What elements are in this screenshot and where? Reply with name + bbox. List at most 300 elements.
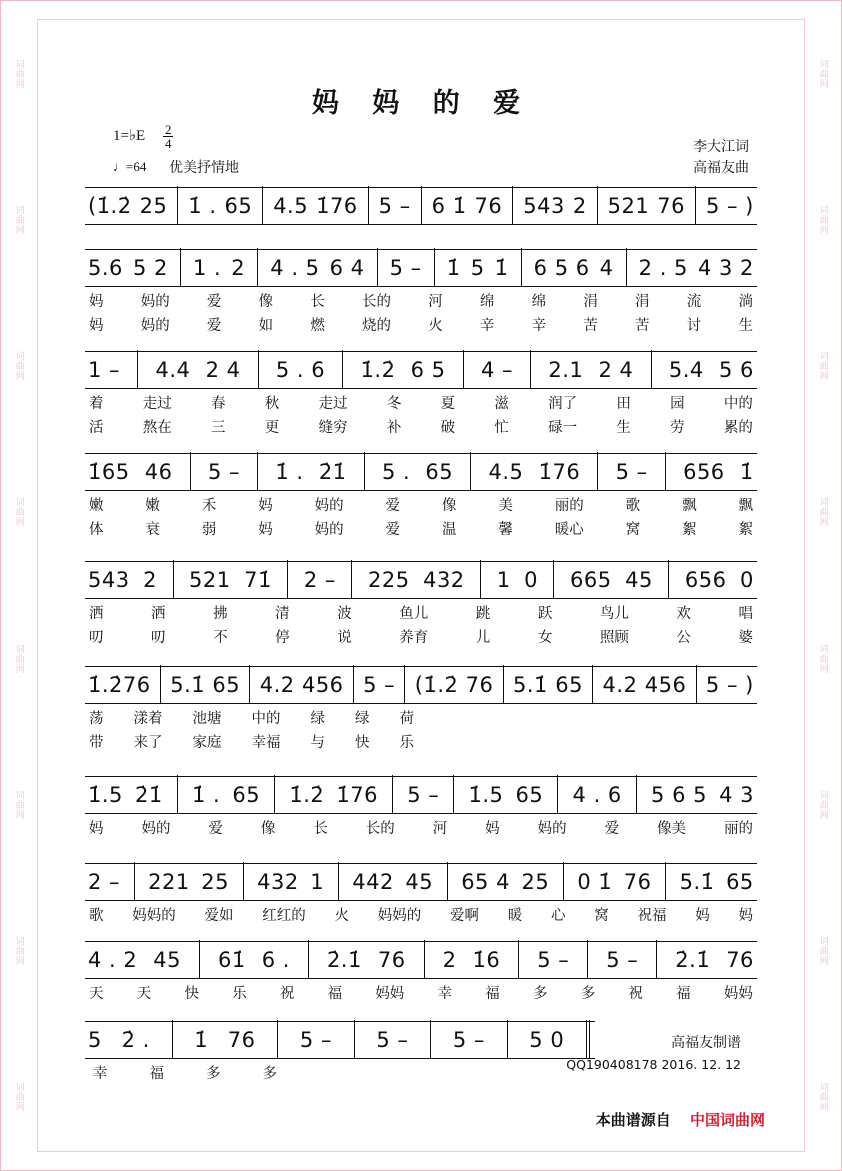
watermark-text: 词曲网 (14, 497, 25, 528)
note-cell: 45 (405, 870, 434, 894)
lyric-syllable: 爱 (206, 294, 222, 310)
lyrics-verse-1 (85, 979, 757, 1003)
lyric-syllable: 女 (537, 630, 553, 646)
lyric-syllable: 累的 (723, 420, 753, 436)
note-cell: 456 (301, 673, 344, 697)
note-cell: 5 – (407, 783, 440, 807)
source-site-link[interactable]: 中国词曲网 (689, 1111, 765, 1129)
lyric-syllable: 洒 (89, 606, 104, 622)
note-cell: 442 (352, 870, 394, 894)
lyric-syllable: 多 (262, 1066, 277, 1082)
lyric-syllable: 苦 (635, 318, 650, 334)
notes-line (85, 863, 757, 901)
barline (668, 560, 669, 598)
watermark-text: 词曲网 (14, 789, 25, 820)
lyric-syllable: 荡 (89, 711, 104, 727)
note-cell: 5 – (363, 673, 396, 697)
note-cell: 543 (88, 568, 130, 592)
note-cell: 2 – (303, 568, 336, 592)
note-cell: 5 (470, 256, 485, 280)
lyric-syllable: 妈 (738, 908, 753, 924)
time-signature (163, 123, 174, 150)
note-cell: 4 . 2 (88, 948, 138, 972)
note-cell: 5 . 6 (275, 358, 326, 382)
lyric-syllable: 燃 (310, 318, 325, 334)
lyric-syllable: 多 (206, 1066, 221, 1082)
source-label: 本曲谱源自 (595, 1111, 671, 1129)
lyric-syllable: 妈 (258, 498, 273, 514)
barline (377, 248, 378, 286)
lyric-syllable: 池塘 (192, 711, 222, 727)
barline (177, 186, 178, 224)
note-cell: 1̇ . (192, 783, 221, 807)
note-cell: 65 (726, 870, 754, 894)
note-cell: 76 (474, 194, 503, 218)
notes-line (85, 561, 757, 599)
lyric-syllable: 爱 (385, 498, 401, 514)
lyric-syllable: 飘 (682, 498, 697, 514)
lyric-syllable: 婆 (738, 630, 753, 646)
lyric-syllable: 多 (532, 986, 548, 1002)
lyric-syllable: 补 (386, 420, 402, 436)
note-cell: 5 – (378, 194, 411, 218)
notes-line (85, 249, 757, 287)
note-cell: 2 – (88, 870, 121, 894)
note-cell: 5.1̇ (170, 673, 206, 697)
barline (277, 1020, 278, 1058)
lyric-syllable: 清 (275, 606, 290, 622)
barline (480, 560, 481, 598)
lyric-syllable: 妈 (485, 821, 500, 837)
source-line (596, 1109, 765, 1130)
barline (257, 248, 258, 286)
note-cell: 4.5 (273, 194, 309, 218)
lyric-syllable: 乐 (399, 735, 414, 751)
barline (368, 186, 369, 224)
barline (404, 665, 405, 703)
note-cell: 2 4 (205, 358, 241, 382)
watermark-text: 词曲网 (14, 935, 25, 966)
note-cell: 2 (143, 568, 157, 592)
lyric-syllable: 絮 (682, 522, 697, 538)
lyric-syllable: 天 (89, 986, 104, 1002)
score-row (85, 941, 757, 1003)
note-cell: 65 (212, 673, 241, 697)
score-row (85, 351, 757, 437)
notes-line (85, 941, 757, 979)
lyric-syllable: 如 (258, 318, 274, 334)
lyric-syllable: 三 (211, 420, 226, 436)
lyric-syllable: 走过 (142, 396, 172, 412)
note-cell: 0 (524, 568, 538, 592)
barline (463, 350, 464, 388)
lyric-syllable: 幸 (437, 986, 453, 1002)
lyric-syllable: 歌 (89, 908, 104, 924)
lyric-syllable: 幸福 (251, 735, 281, 751)
barline (173, 560, 174, 598)
lyric-syllable: 暖 (507, 908, 523, 924)
note-cell: 1̇ (194, 1028, 209, 1052)
barline (530, 350, 531, 388)
note-cell: 5 – (207, 460, 240, 484)
lyric-syllable: 福 (485, 986, 500, 1002)
note-cell: 1̇6 (472, 948, 501, 972)
note-cell: 5 – (376, 1028, 409, 1052)
lyric-syllable: 鱼儿 (399, 606, 429, 622)
lyric-syllable: 红红的 (262, 908, 306, 924)
lyric-syllable: 与 (310, 735, 325, 751)
lyric-syllable: 祝 (279, 986, 295, 1002)
lyric-syllable: 爱 (208, 821, 223, 837)
lyric-syllable: 爱 (206, 318, 222, 334)
lyric-syllable: 窝 (625, 522, 641, 538)
lyrics-verse-1 (85, 901, 757, 925)
arranger-credit (566, 1033, 741, 1074)
note-cell: 25 (201, 870, 230, 894)
repeat-barline (656, 940, 657, 978)
watermark-text: 词曲网 (818, 497, 829, 528)
lyric-syllable: 乐 (232, 986, 247, 1002)
note-cell: 2.1 (548, 358, 584, 382)
lyric-syllable: 多 (580, 986, 596, 1002)
note-cell: 1̇ (446, 256, 461, 280)
lyric-syllable: 家庭 (192, 735, 222, 751)
note-cell: (1̇.2̇ (88, 194, 132, 218)
lyric-syllable: 涓 (583, 294, 598, 310)
note-cell: 5 – ) (705, 673, 754, 697)
lyric-syllable: 熬在 (142, 420, 172, 436)
note-cell: 5 – (537, 948, 570, 972)
barline (597, 452, 598, 490)
note-cell: 5 0 (529, 1028, 565, 1052)
note-cell: 65 (232, 783, 261, 807)
lyric-syllable: 像 (260, 821, 276, 837)
barline (587, 940, 588, 978)
barline (434, 248, 435, 286)
lyric-syllable: 说 (337, 630, 352, 646)
lyric-syllable: 更 (264, 420, 280, 436)
note-cell: 76 (657, 194, 685, 218)
note-cell: 65 (555, 673, 583, 697)
lyric-syllable: 像美 (657, 821, 687, 837)
watermark-column-right (809, 1, 837, 1170)
barline (518, 940, 519, 978)
note-cell: 71̇ (244, 568, 272, 592)
lyric-syllable: 馨 (498, 522, 513, 538)
lyric-syllable: 快 (355, 735, 370, 751)
barline (364, 452, 365, 490)
barline (447, 862, 448, 900)
watermark-text: 词曲网 (14, 1081, 25, 1112)
note-cell: 1̇ (739, 460, 754, 484)
note-cell: 6 1̇ (431, 194, 467, 218)
lyric-syllable: 苦 (583, 318, 598, 334)
lyric-syllable: 绿 (310, 711, 325, 727)
note-cell: 5 2 (132, 256, 168, 280)
note-cell: 656 (683, 460, 725, 484)
barline (626, 248, 627, 286)
note-cell: 45 (153, 948, 181, 972)
lyric-syllable: 儿 (475, 630, 491, 646)
lyric-syllable: 祝 (628, 986, 643, 1002)
lyric-syllable: 爱啊 (450, 908, 479, 924)
barline (696, 665, 697, 703)
lyric-syllable: 冬 (386, 396, 402, 412)
note-cell: 4.2 (602, 673, 638, 697)
note-cell: 521 (607, 194, 650, 218)
note-cell: 6 4 (329, 256, 365, 280)
lyric-syllable: 照顾 (599, 630, 629, 646)
lyric-syllable: 爱 (385, 522, 401, 538)
note-cell: 61̇ (217, 948, 246, 972)
lyric-syllable: 长的 (362, 294, 392, 310)
note-cell: 1̇76 (316, 194, 358, 218)
lyric-syllable: 缝穷 (318, 420, 348, 436)
note-cell: 225 (367, 568, 410, 592)
lyrics-verse-1 (85, 389, 757, 413)
lyric-syllable: 温 (441, 522, 457, 538)
note-cell: 5.6 (88, 256, 123, 280)
lyric-syllable: 飘 (738, 498, 753, 514)
note-cell: 5 – (299, 1028, 332, 1052)
lyric-syllable: 爱如 (204, 908, 234, 924)
watermark-text: 词曲网 (818, 935, 829, 966)
note-cell: 65 (515, 783, 544, 807)
lyric-syllable: 不 (213, 630, 228, 646)
composer: 高福友曲 (693, 160, 749, 176)
lyric-syllable: 妈 (89, 821, 104, 837)
barline (453, 775, 454, 813)
watermark-text: 词曲网 (14, 59, 25, 90)
watermark-text: 词曲网 (818, 789, 829, 820)
lyric-syllable: 田 (616, 396, 631, 412)
watermark-text: 词曲网 (818, 205, 829, 236)
watermark-text: 词曲网 (818, 351, 829, 382)
barline (180, 248, 181, 286)
note-cell: 0 (739, 568, 754, 592)
lyric-syllable: 火 (428, 318, 443, 334)
key-signature (113, 123, 173, 150)
watermark-text: 词曲网 (14, 351, 25, 382)
barline (262, 186, 263, 224)
note-cell: 1̇ . (275, 460, 304, 484)
note-cell: 432 (423, 568, 465, 592)
lyric-syllable: 妈 (258, 522, 273, 538)
lyric-syllable: 河 (432, 821, 448, 837)
lyric-syllable: 暖心 (554, 522, 584, 538)
lyric-syllable: 叨 (151, 630, 166, 646)
lyric-syllable: 波 (337, 606, 352, 622)
watermark-text: 词曲网 (818, 1081, 829, 1112)
lyric-syllable: 劳 (670, 420, 685, 436)
barline (430, 1020, 431, 1058)
note-cell: 4 3 (719, 783, 754, 807)
lyric-syllable: 像 (258, 294, 274, 310)
lyric-syllable: 养育 (399, 630, 429, 646)
lyric-syllable: 来了 (133, 735, 163, 751)
note-cell: 432 (257, 870, 299, 894)
note-cell: 521 (189, 568, 231, 592)
watermark-text: 词曲网 (818, 643, 829, 674)
note-cell: 1̇.2̇76 (88, 673, 151, 697)
barline (665, 862, 666, 900)
barline (338, 862, 339, 900)
lyric-syllable: 天 (136, 986, 152, 1002)
note-cell: 1̇76 (538, 460, 581, 484)
lyric-syllable: 漾着 (133, 711, 163, 727)
note-cell: 65 4 (461, 870, 510, 894)
barline (354, 1020, 355, 1058)
lyrics-verse-2 (85, 728, 757, 752)
note-cell: 665 (570, 568, 612, 592)
score-row (85, 249, 757, 335)
barline (424, 940, 425, 978)
barline (160, 665, 161, 703)
barline (421, 186, 422, 224)
lyric-syllable: 妈妈 (723, 986, 753, 1002)
note-cell: 45 (625, 568, 653, 592)
note-cell: 6 5 6 (533, 256, 590, 280)
barline (651, 350, 652, 388)
note-cell: 2 4 (598, 358, 634, 382)
barline (392, 775, 393, 813)
lyric-syllable: 碌一 (548, 420, 578, 436)
note-cell: 1̇65 (88, 460, 130, 484)
barline (557, 775, 558, 813)
lyrics-verse-1 (85, 814, 757, 838)
barline (258, 350, 259, 388)
note-cell: 1 . (193, 256, 222, 280)
note-cell: 543 (523, 194, 565, 218)
note-cell: 25 (139, 194, 168, 218)
lyric-syllable: 破 (440, 420, 456, 436)
lyric-syllable: 跳 (475, 606, 491, 622)
score-row (85, 863, 757, 925)
barline (308, 940, 309, 978)
barline (172, 1020, 173, 1058)
lyric-syllable: 停 (275, 630, 290, 646)
note-cell: 5 6 5 (651, 783, 707, 807)
lyric-syllable: 秋 (264, 396, 280, 412)
note-cell: 456 (644, 673, 687, 697)
lyric-syllable: 唱 (738, 606, 753, 622)
lyric-syllable: 绵 (479, 294, 495, 310)
note-cell: 2 . 5 (638, 256, 688, 280)
note-cell: 2̇.1̇ (326, 948, 362, 972)
credits-block (693, 137, 749, 179)
lyric-syllable: 生 (616, 420, 631, 436)
lyric-syllable: 拂 (213, 606, 228, 622)
barline (190, 452, 191, 490)
lyric-syllable: 涓 (635, 294, 650, 310)
note-cell: 6 . (261, 948, 290, 972)
note-cell: 1̇76 (336, 783, 378, 807)
lyric-syllable: 绿 (355, 711, 370, 727)
lyric-syllable: 心 (551, 908, 566, 924)
note-cell: 1̇.2̇ (289, 783, 325, 807)
lyric-syllable: 跃 (537, 606, 553, 622)
lyric-syllable: 欢 (676, 606, 691, 622)
barline (249, 665, 250, 703)
barline (553, 560, 554, 598)
barline (257, 452, 258, 490)
lyric-syllable: 带 (89, 735, 104, 751)
lyric-syllable: 绵 (531, 294, 547, 310)
lyric-syllable: 春 (211, 396, 226, 412)
score-row (85, 187, 757, 225)
note-cell: 5 6 (718, 358, 754, 382)
note-cell: 4 3 2 (697, 256, 754, 280)
barline (199, 940, 200, 978)
score-row (85, 666, 757, 752)
lyric-syllable: 妈的 (141, 821, 171, 837)
note-cell: 5 – (452, 1028, 485, 1052)
barline (563, 862, 564, 900)
note-cell: 4.2 (259, 673, 295, 697)
note-cell: 1̇.5 (88, 783, 123, 807)
lyric-syllable: 妈 (89, 294, 104, 310)
lyrics-verse-1 (85, 599, 757, 623)
note-cell: 1̇.2̇ (360, 358, 396, 382)
note-cell: 4 . 6 (572, 783, 622, 807)
note-cell: 0 1̇ (577, 870, 613, 894)
note-cell: 4 (599, 256, 614, 280)
lyric-syllable: 中的 (251, 711, 281, 727)
barline (353, 665, 354, 703)
barline (137, 350, 138, 388)
barline (597, 186, 598, 224)
note-cell: 1 (496, 568, 511, 592)
lyrics-verse-1 (85, 491, 757, 515)
lyric-syllable: 爱 (604, 821, 620, 837)
note-cell: 5 . (381, 460, 411, 484)
lyric-syllable: 妈的 (140, 318, 170, 334)
lyric-syllable: 流 (686, 294, 702, 310)
lyric-syllable: 像 (441, 498, 457, 514)
lyric-syllable: 福 (327, 986, 343, 1002)
note-cell: 5.1̇ (513, 673, 548, 697)
lyric-syllable: 火 (334, 908, 349, 924)
note-cell: 6 5 (410, 358, 446, 382)
lyric-syllable: 禾 (201, 498, 217, 514)
note-cell: 1 (310, 870, 325, 894)
note-cell: 2 (442, 948, 457, 972)
lyric-syllable: 忙 (494, 420, 509, 436)
note-cell: 5.1̇ (679, 870, 715, 894)
lyric-syllable: 妈的 (314, 498, 344, 514)
lyric-syllable: 体 (89, 522, 104, 538)
note-cell: 4 – (480, 358, 513, 382)
lyric-syllable: 嫩 (89, 498, 104, 514)
barline (592, 665, 593, 703)
note-cell: 76 (377, 948, 406, 972)
lyrics-verse-2 (85, 413, 757, 437)
lyric-syllable: 弱 (201, 522, 217, 538)
note-cell: 65 (425, 460, 454, 484)
note-cell: 76 (623, 870, 652, 894)
lyrics-verse-2 (85, 623, 757, 647)
lyric-syllable: 洒 (151, 606, 166, 622)
lyric-syllable: 中的 (723, 396, 753, 412)
note-cell: 2̇1̇ (135, 783, 163, 807)
note-cell: 5 – (606, 948, 639, 972)
notes-line (85, 666, 757, 704)
page-title: 妈 妈 的 爱 (311, 88, 533, 119)
lyric-syllable: 叨 (89, 630, 104, 646)
lyric-syllable: 辛 (479, 318, 495, 334)
lyric-syllable: 妈的 (140, 294, 170, 310)
lyric-syllable: 丽的 (723, 821, 753, 837)
